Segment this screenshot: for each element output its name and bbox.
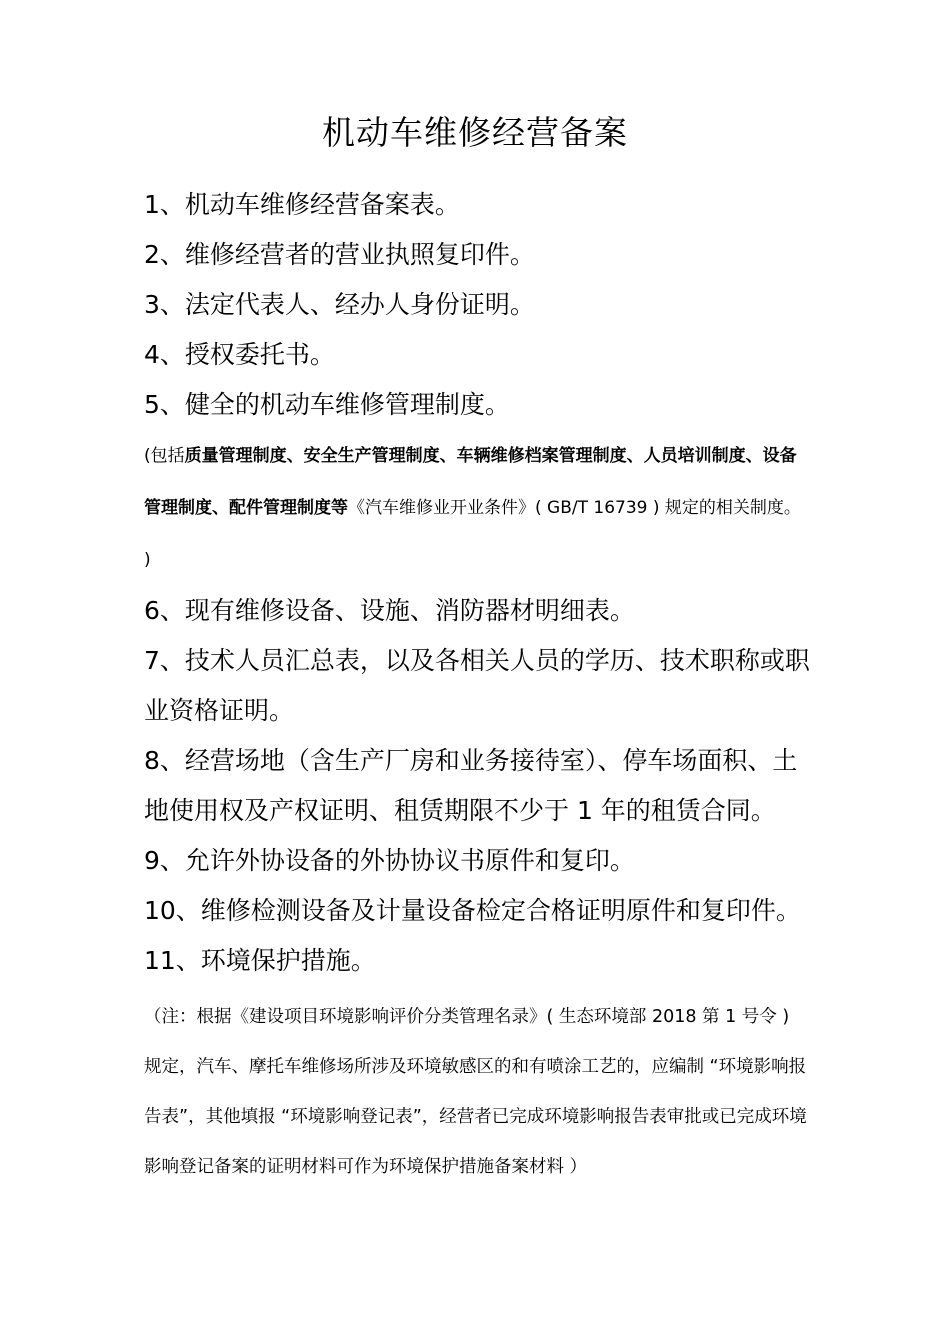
document-body (144, 180, 812, 1192)
note-bold-text: 质量管理制度、安全生产管理制度、车辆维修档案管理制度、人员培训制度、设备管理制度、配件管理制度等 (144, 446, 797, 518)
list-item: 8、经营场地（含生产厂房和业务接待室）、停车场面积、土地使用权及产权证明、租赁期限不少于 1 年的租赁合同。 (144, 746, 798, 825)
environment-note: （注：根据《建设项目环境影响评价分类管理名录》( 生态环境部 2018 第 1 号令 ) 规定，汽车、摩托车维修场所涉及环境敏感区的和有喷涂工艺的，应编制 “环境影响报告表”，其他填报 “环境影响登记表”，经营者已完成环境影响报告表审批或已完成环境影响登记备案的证明材料可作为环境保护措施备案材料 ） (144, 1007, 807, 1177)
list-item: 9、允许外协设备的外协协议书原件和复印。 (144, 846, 635, 875)
note-prefix: (包括 (144, 446, 185, 466)
list-item: 1、机动车维修经营备案表。 (144, 190, 460, 219)
list-item: 2、维修经营者的营业执照复印件。 (144, 240, 535, 269)
list-item: 10、维修检测设备及计量设备检定合格证明原件和复印件。 (144, 896, 801, 925)
list-item: 3、法定代表人、经办人身份证明。 (144, 290, 535, 319)
list-item: 4、授权委托书。 (144, 340, 335, 369)
page-title: 机动车维修经营备案 (322, 113, 628, 152)
list-item: 11、环境保护措施。 (144, 946, 376, 975)
list-item: 5、健全的机动车维修管理制度。 (144, 390, 510, 419)
management-system-note (144, 430, 812, 586)
list-item: 7、技术人员汇总表，以及各相关人员的学历、技术职称或职业资格证明。 (144, 646, 810, 725)
list-item: 6、现有维修设备、设施、消防器材明细表。 (144, 596, 635, 625)
note-suffix: 《汽车维修业开业条件》( GB/T 16739 ) 规定的相关制度。 ) (144, 498, 801, 570)
